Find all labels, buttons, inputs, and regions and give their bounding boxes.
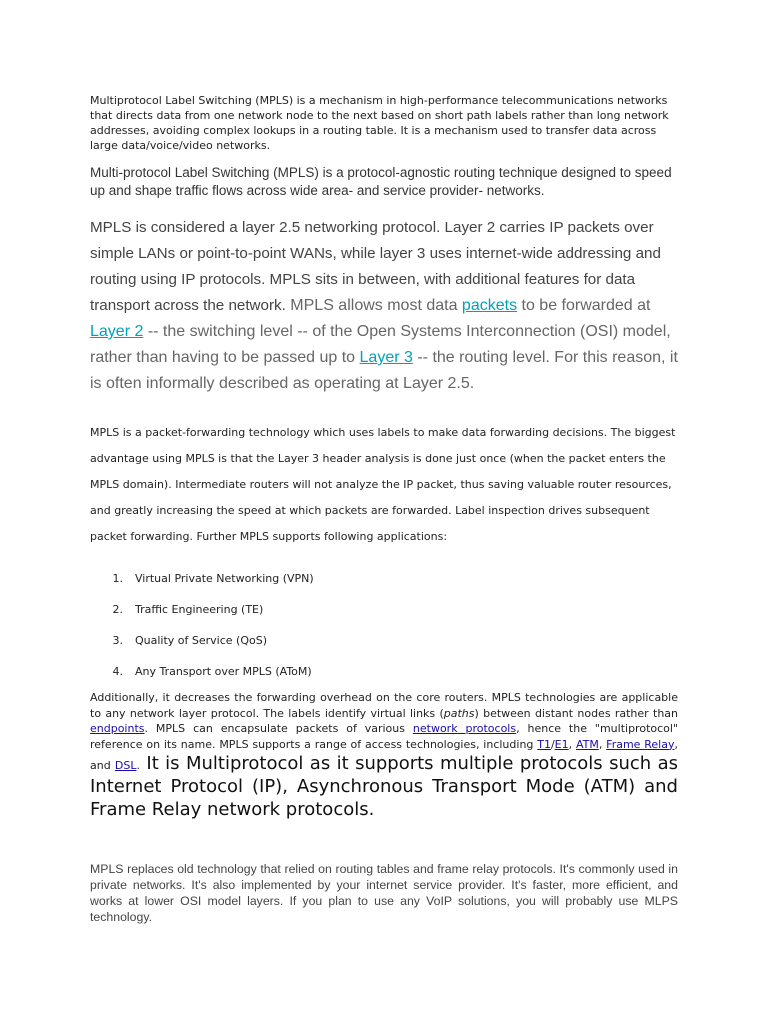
list-item — [90, 661, 678, 692]
link-network-protocols[interactable]: network protocols — [412, 722, 517, 735]
layer25-text-2: MPLS allows most data packets to be forwarded at Layer 2 -- the switching level -- of the Open Systems Interconnection (OSI) model, rather than having to be passed up to Layer 3 -- the routing level. For this reason, it is often informally described as operating at Layer 2.5. — [90, 297, 678, 392]
paragraph-replaces: MPLS replaces old technology that relied on routing tables and frame relay protocols. It's commonly used in private networks. It's also implemented by your internet service provider. It's faster, more efficient, and works at lower OSI model layers. If you plan to use any VoIP solutions, you will probably use MLPS technology. — [90, 862, 678, 924]
link-layer-2[interactable]: Layer 2 — [90, 323, 144, 340]
list-number: 1. — [112, 572, 123, 585]
list-text: Virtual Private Networking (VPN) — [135, 572, 314, 585]
paragraph-packet-forwarding: MPLS is a packet-forwarding technology which uses labels to make data forwarding decisions. The biggest advantage using MPLS is that the Layer 3 header analysis is done just once (when the packet enters the MPLS domain). Intermediate routers will not analyze the IP packet, thus saving valuable router resources, and greatly increasing the speed at which packets are forwarded. Label inspection drives subsequent packet forwarding. Further MPLS supports following applications: — [90, 426, 676, 543]
paths-italic: paths — [443, 706, 475, 720]
paragraph-layer25 — [90, 215, 678, 397]
link-atm[interactable]: ATM — [575, 737, 599, 751]
paragraph-definition: Multi-protocol Label Switching (MPLS) is a protocol-agnostic routing technique designed to speed up and shape traffic flows across wide area- and service provider- networks. — [90, 165, 672, 198]
list-item — [90, 599, 678, 630]
applications-list — [90, 568, 678, 692]
list-text: Any Transport over MPLS (AToM) — [135, 665, 312, 678]
list-number: 3. — [112, 634, 123, 647]
list-number: 2. — [112, 603, 123, 616]
list-text: Quality of Service (QoS) — [135, 634, 268, 647]
link-e1[interactable]: E1 — [554, 737, 569, 751]
link-layer-3[interactable]: Layer 3 — [359, 349, 413, 366]
paragraph-additionally: Additionally, it decreases the forwarding overhead on the core routers. MPLS technologies are applicable to any network layer protocol. The labels identify virtual links (paths) between distant nodes rather than endpoints. MPLS can encapsulate packets of various network protocols, hence the "multiprotocol" reference on its name. MPLS supports a range of access technologies, including T1/E1, ATM, Frame Relay, and DSL. It is Multiprotocol as it supports multiple protocols such as Internet Protocol (IP), Asynchronous Transport Mode (ATM) and Frame Relay network protocols. — [90, 691, 679, 820]
paragraph-intro: Multiprotocol Label Switching (MPLS) is a mechanism in high-performance telecommunications networks that directs data from one network node to the next based on short path labels rather than long network addresses, avoiding complex lookups in a routing table. It is a mechanism used to transfer data across large data/voice/video networks. — [90, 94, 669, 152]
list-number: 4. — [112, 665, 123, 678]
link-t1[interactable]: T1 — [537, 737, 551, 751]
list-text: Traffic Engineering (TE) — [135, 603, 264, 616]
layer25-text: MPLS is considered a layer 2.5 networking protocol. Layer 2 carries IP packets over simple LANs or point-to-point WANs, while layer 3 uses internet-wide addressing and routing using IP protocols. MPLS sits in between, with additional features for data transport across the network. — [90, 219, 661, 314]
link-frame-relay[interactable]: Frame Relay — [606, 737, 675, 751]
multiprotocol-statement: It is Multiprotocol as it supports multiple protocols such as Internet Protocol (IP), Asynchronous Transport Mode (ATM) and Frame Relay network protocols. — [90, 753, 678, 820]
list-item — [90, 630, 678, 661]
list-item — [90, 568, 678, 599]
link-dsl[interactable]: DSL — [114, 759, 137, 772]
link-packets[interactable]: packets — [461, 297, 518, 314]
link-endpoints[interactable]: endpoints — [90, 722, 145, 735]
